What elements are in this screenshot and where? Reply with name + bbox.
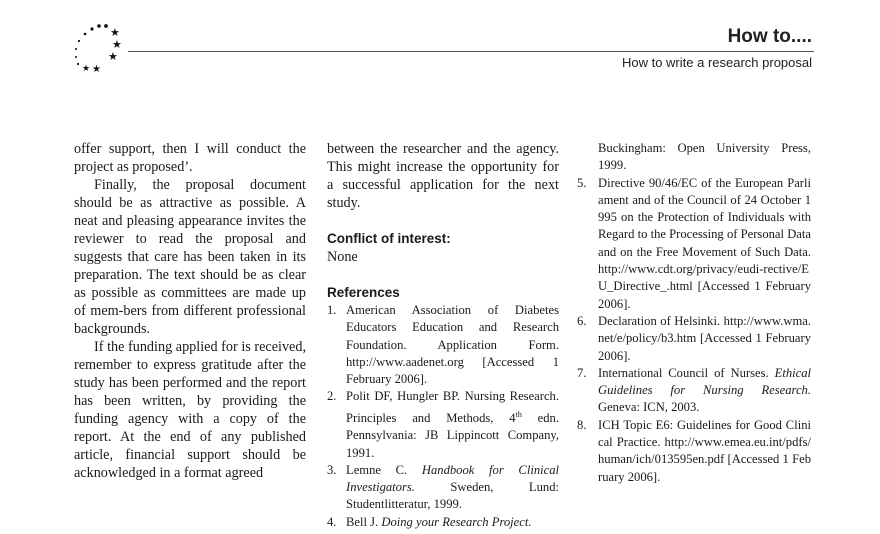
header-rule <box>128 51 814 52</box>
reference-item: 5. Directive 90/46/EC of the European Parliament and of the Council of 24 October 1995 on the Protection of Individuals with Regard to the Processing of Personal Data and on the Free Movement of Such Data. http://www.cdt.org/privacy/eudi-rective/EU_Directive_.html [Accessed 1 February 2006]. <box>577 175 811 311</box>
reference-item: 1. American Association of Diabetes Educators Education and Research Foundation. Application Form. http://www.aadenet.org [Accessed 1 February 2006]. <box>327 303 559 387</box>
references-heading: References <box>327 285 400 300</box>
svg-text:★: ★ <box>108 50 118 63</box>
page-subtitle: How to write a research proposal <box>621 55 812 70</box>
paragraph: If the funding applied for is received, remember to express gratitude after the study has been performed and the report has been written, by providing the funding agency with a copy of the report. At the end of any published article, financial support should be acknowledged in a format agreed <box>74 339 306 481</box>
reference-item: 3. Lemne C. Handbook for Clinical Investigators. Sweden, Lund: Studentlitteratur, 1999. <box>327 462 559 512</box>
reference-item: 4. Bell J. Doing your Research Project. <box>327 514 532 529</box>
reference-item: 2. Polit DF, Hungler BP. Nursing Research. Principles and Methods, 4th edn. Pennsylvania: JB Lippincott Company, 1991. <box>327 389 559 460</box>
paragraph: offer support, then I will conduct the project as proposed’. <box>74 141 306 175</box>
column-2 <box>327 140 559 531</box>
paragraph: Finally, the proposal document should be as attractive as possible. A neat and pleasing appearance invites the reviewer to read the proposal and suggests that care has been taken in its preparation. The text should be as clear as possible as committees are made up of mem-bers from different professional backgrounds. <box>74 177 306 337</box>
svg-text:★: ★ <box>112 38 122 51</box>
eu-stars-logo-icon <box>70 22 130 78</box>
svg-text:★: ★ <box>92 64 101 75</box>
column-1 <box>74 140 306 482</box>
conflict-text: None <box>327 249 358 265</box>
conflict-heading: Conflict of interest: <box>327 231 451 246</box>
page-title: How to.... <box>727 26 812 47</box>
reference-item: 7. International Council of Nurses. Ethical Guidelines for Nursing Research. Geneva: ICN, 2003. <box>577 365 811 415</box>
svg-text:★: ★ <box>82 64 91 74</box>
paragraph: between the researcher and the agency. This might increase the opportunity for a successful application for the next study. <box>327 141 559 211</box>
svg-text:★: ★ <box>110 26 120 39</box>
reference-continuation: Buckingham: Open University Press, 1999. <box>598 141 811 173</box>
reference-item: 8. ICH Topic E6: Guidelines for Good Clinical Practice. http://www.emea.eu.int/pdfs/human/ich/013595en.pdf [Accessed 1 February 2006]. <box>577 417 811 484</box>
reference-item: 6. Declaration of Helsinki. http://www.wma.net/e/policy/b3.htm [Accessed 1 February 2006]. <box>577 313 811 363</box>
column-3 <box>577 140 811 486</box>
